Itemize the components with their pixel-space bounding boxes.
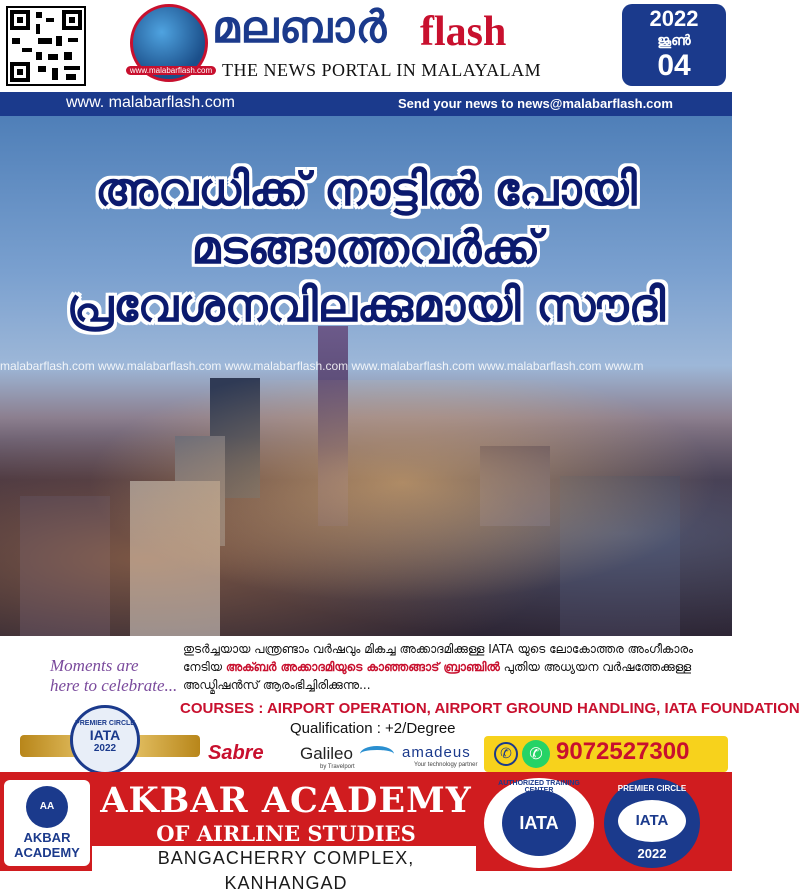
site-url-link[interactable]: www. malabarflash.com bbox=[66, 94, 235, 111]
date-badge bbox=[622, 4, 726, 86]
cert1-label: AUTHORIZED TRAINING CENTER bbox=[498, 780, 580, 794]
date-month: ജൂൺ bbox=[657, 33, 691, 49]
whatsapp-icon[interactable]: ✆ bbox=[522, 740, 550, 768]
send-news-text[interactable]: Send your news to news@malabarflash.com bbox=[398, 96, 673, 111]
tagline: THE NEWS PORTAL IN MALAYALAM bbox=[222, 60, 542, 80]
city-lights bbox=[0, 380, 732, 636]
ad-text-highlight: അക്ബർ അക്കാദമിയുടെ കാഞ്ഞങ്ങാട് ബ്രാഞ്ചിൽ bbox=[225, 660, 500, 674]
headline bbox=[0, 160, 732, 334]
ad-text-part2: പുതിയ അധ്യയന വർഷത്തേക്കുള്ള അഡ്മിഷൻസ് ആരംഭിച്ചിരിക്കുന്നു... bbox=[183, 660, 692, 692]
badge-year: 2022 bbox=[93, 743, 117, 754]
phone-icon[interactable]: ✆ bbox=[494, 742, 518, 766]
premier-circle-badge bbox=[70, 705, 140, 775]
academy-title: AKBAR ACADEMY bbox=[100, 780, 472, 821]
headline-line-1: അവധിക്ക് നാട്ടിൽ പോയി bbox=[95, 162, 637, 216]
date-year: 2022 bbox=[649, 6, 699, 31]
academy-subtitle: OF AIRLINE STUDIES bbox=[156, 821, 416, 846]
qr-code-icon[interactable] bbox=[6, 6, 86, 86]
cert2-year: 2022 bbox=[637, 846, 667, 861]
amadeus-sub: Your technology partner bbox=[414, 762, 478, 768]
academy-address: BANGACHERRY COMPLEX, KANHANGAD bbox=[157, 848, 415, 893]
cert2-label: PREMIER CIRCLE bbox=[617, 784, 687, 793]
akbar-logo-text bbox=[6, 830, 88, 860]
logo-text-akbar: AKBAR bbox=[23, 830, 71, 845]
logo-flash[interactable]: flash bbox=[420, 9, 507, 55]
akbar-logo-mark-icon: AA bbox=[26, 786, 68, 828]
ad-description bbox=[183, 640, 728, 694]
moments-line-2: here to celebrate... bbox=[50, 676, 178, 695]
moments-text bbox=[50, 656, 190, 696]
watermark: malabarflash.com www.malabarflash.com www.malabarflash.com www.malabarflash.com www.malabarflash.com www.m bbox=[0, 359, 644, 373]
logo-text-academy: ACADEMY bbox=[14, 845, 80, 860]
logo-malayalam[interactable]: മലബാർ bbox=[212, 2, 388, 53]
logo-site-text: www.malabarflash.com bbox=[126, 66, 216, 75]
phone-number[interactable]: 9072527300 bbox=[556, 738, 690, 765]
amadeus-logo: amadeus bbox=[402, 744, 471, 761]
sabre-logo: Sabre bbox=[208, 742, 264, 764]
ad-text-part1: തുടർച്ചയായ പന്ത്രണ്ടാം വർഷവും മികച്ച അക്കാദമിക്കുള്ള IATA യുടെ ലോകോത്തര അംഗീകാരം നേടിയ bbox=[183, 642, 694, 674]
headline-line-3: പ്രവേശനവിലക്കുമായി സൗദി bbox=[66, 278, 666, 332]
moments-line-1: Moments are bbox=[50, 656, 139, 675]
galileo-logo: Galileo bbox=[300, 744, 353, 763]
galileo-swoosh-icon bbox=[360, 746, 394, 762]
qualification-text: Qualification : +2/Degree bbox=[290, 720, 456, 737]
galileo-sub: by Travelport bbox=[320, 764, 355, 770]
badge-premier-label: PREMIER CIRCLE bbox=[75, 720, 135, 727]
cert2-iata: IATA bbox=[618, 800, 686, 842]
courses-text: COURSES : AIRPORT OPERATION, AIRPORT GROUND HANDLING, IATA FOUNDATION bbox=[180, 700, 800, 717]
badge-iata-label: IATA bbox=[89, 727, 121, 743]
headline-line-2: മടങ്ങാത്തവർക്ക് bbox=[191, 220, 541, 274]
cert1-iata: IATA bbox=[502, 790, 576, 856]
date-day: 04 bbox=[657, 49, 691, 82]
